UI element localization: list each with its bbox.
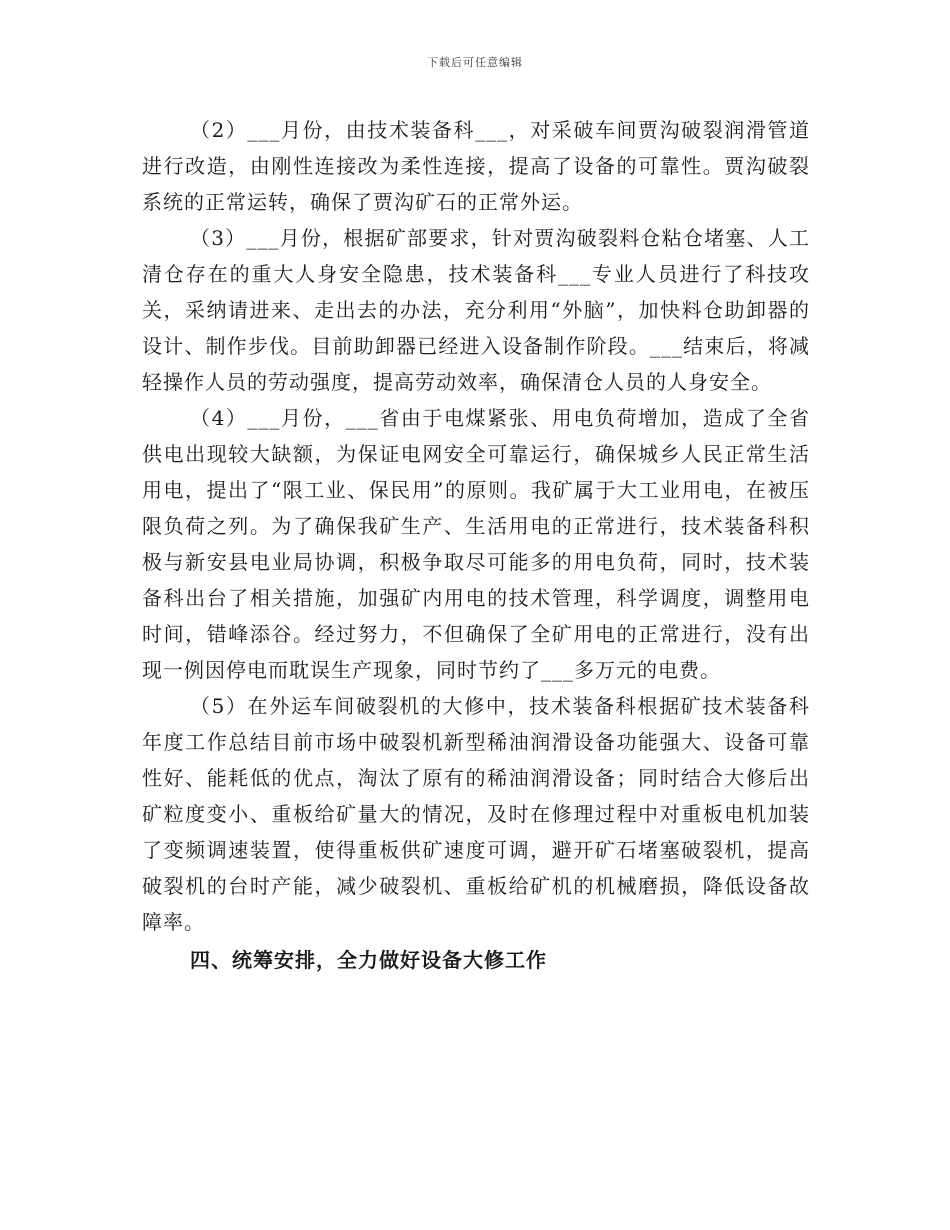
paragraph-item-4: （4）___月份，___省由于电煤紧张、用电负荷增加，造成了全省供电出现较大缺额，为保证电网安全可靠运行，确保城乡人民正常生活用电，提出了“限工业、保民用”的原则。我矿属于大工业用电，在被压限负荷之列。为了确保我矿生产、生活用电的正常进行，技术装备科积极与新安县电业局协调，积极争取尽可能多的用电负荷，同时，技术装备科出台了相关措施，加强矿内用电的技术管理，科学调度，调整用电时间，错峰添谷。经过努力，不但确保了全矿用电的正常进行，没有出现一例因停电而耽误生产现象，同时节约了___多万元的电费。 — [142, 406, 810, 682]
paragraph-item-3: （3）___月份，根据矿部要求，针对贾沟破裂料仓粘仓堵塞、人工清仓存在的重大人身安全隐患，技术装备科___专业人员进行了科技攻关，采纳请进来、走出去的办法，充分利用“外脑”，加快料仓助卸器的设计、制作步伐。目前助卸器已经进入设备制作阶段。___结束后，将减轻操作人员的劳动强度，提高劳动效率，确保清仓人员的人身安全。 — [142, 226, 810, 394]
document-body — [142, 112, 810, 978]
paragraph-item-5: （5）在外运车间破裂机的大修中，技术装备科根据矿技术装备科年度工作总结目前市场中破裂机新型稀油润滑设备功能强大、设备可靠性好、能耗低的优点，淘汰了原有的稀油润滑设备；同时结合大修后出矿粒度变小、重板给矿量大的情况，及时在修理过程中对重板电机加装了变频调速装置，使得重板供矿速度可调，避开矿石堵塞破裂机，提高破裂机的台时产能，减少破裂机、重板给矿机的机械磨损，降低设备故障率。 — [142, 694, 810, 934]
section-heading: 四、统筹安排，全力做好设备大修工作 — [190, 948, 547, 972]
header-note: 下载后可任意编辑 — [427, 56, 523, 69]
paragraph-item-2: （2）___月份，由技术装备科___，对采破车间贾沟破裂润滑管道进行改造，由刚性连接改为柔性连接，提高了设备的可靠性。贾沟破裂系统的正常运转，确保了贾沟矿石的正常外运。 — [142, 118, 810, 214]
